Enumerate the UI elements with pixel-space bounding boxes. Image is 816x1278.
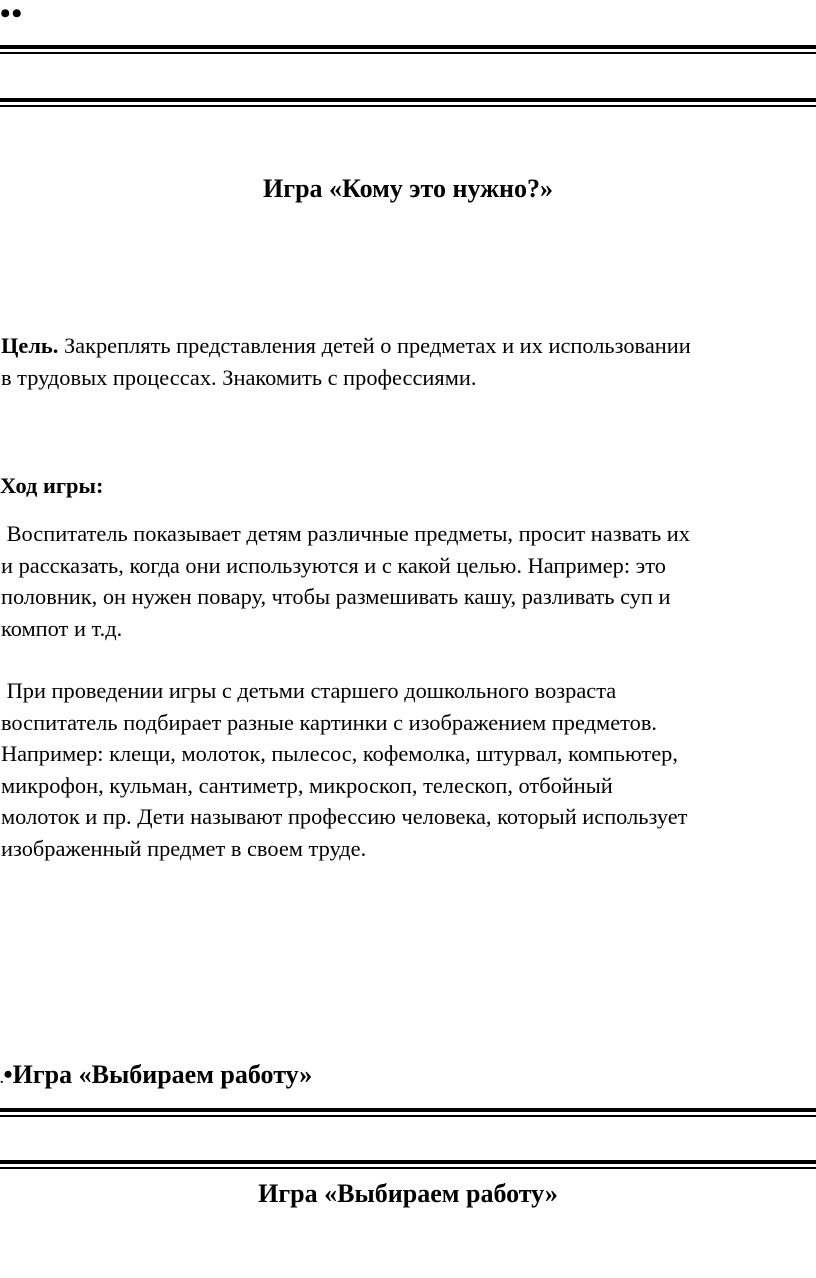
paragraph-line: компот и т.д.: [1, 615, 123, 641]
paragraph-line: молоток и пр. Дети называют профессию человека, который использует: [1, 804, 688, 829]
process-heading: Ход игры:: [0, 473, 104, 498]
paragraph-line: изображенный предмет в своем труде.: [1, 835, 367, 861]
section-header-title: Игра «Выбираем работу»: [12, 1060, 313, 1089]
section-rule-bottom: [0, 1160, 816, 1169]
section-rule-top: [0, 1108, 816, 1117]
paragraph-line: воспитатель подбирает разные картинки с изображением предметов.: [1, 709, 657, 735]
goal-paragraph: [1, 330, 815, 393]
bullet-marker-small: .: [0, 1072, 4, 1087]
goal-text-line: Закреплять представления детей о предметах и их использовании: [58, 333, 691, 358]
paragraph-line: Воспитатель показывает детям различные предметы, просит назвать их: [1, 521, 690, 546]
header-rule-bottom: [0, 98, 816, 107]
paragraph-line: и рассказать, когда они используются и с какой целью. Например: это: [1, 552, 666, 578]
paragraph-line: половник, он нужен повару, чтобы размешивать кашу, разливать суп и: [1, 584, 671, 609]
page-title: Игра «Кому это нужно?»: [263, 174, 553, 203]
paragraph-line: Например: клещи, молоток, пылесос, кофемолка, штурвал, компьютер,: [1, 741, 678, 766]
goal-label: Цель.: [1, 333, 59, 358]
section-title: Игра «Выбираем работу»: [258, 1179, 558, 1208]
paragraph-line: При проведении игры с детьми старшего дошкольного возраста: [1, 678, 617, 703]
bullet-marker: ••: [0, 0, 24, 30]
process-paragraph-1: [1, 518, 815, 644]
section-header: [0, 1058, 312, 1097]
paragraph-line: микрофон, кульман, сантиметр, микроскоп, телескоп, отбойный: [1, 772, 613, 798]
goal-text-line: в трудовых процессах. Знакомить с профессиями.: [1, 364, 477, 390]
process-paragraph-2: [1, 675, 815, 864]
header-rule-top: [0, 45, 816, 54]
bullet-marker: •: [3, 1060, 13, 1089]
